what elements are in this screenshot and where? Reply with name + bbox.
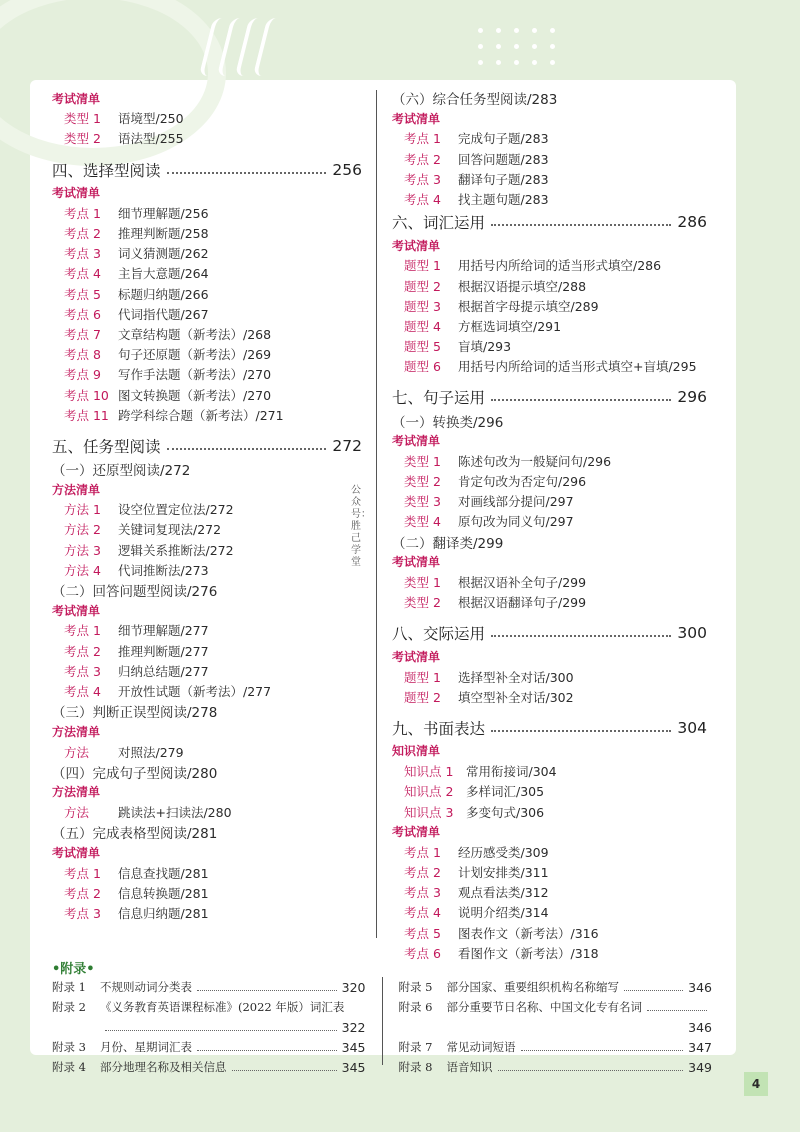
toc-entry[interactable]: 题型 1 用括号内所给词的适当形式填空/286 (404, 258, 662, 274)
toc-entry[interactable]: 方法 1 设空位置定位法/272 (64, 502, 234, 518)
list-heading: 考试清单 (392, 434, 441, 449)
toc-entry[interactable]: 题型 2 填空型补全对话/302 (404, 689, 574, 705)
list-heading: 方法清单 (52, 785, 101, 800)
page-number: 4 (744, 1072, 768, 1096)
appendix-entry-cont: 346 (688, 1019, 712, 1035)
toc-entry[interactable]: 方法 跳读法+扫读法/280 (64, 805, 232, 821)
toc-entry[interactable]: 考点 3 归纳总结题/277 (64, 663, 209, 679)
toc-entry[interactable]: 考点 5 图表作文（新考法）/316 (404, 925, 599, 941)
toc-entry[interactable]: 考点 9 写作手法题（新考法）/270 (64, 367, 272, 383)
toc-entry[interactable]: 考点 2 推理判断题/277 (64, 643, 209, 659)
list-heading: 考试清单 (52, 845, 101, 860)
toc-entry[interactable]: 类型 2 语法型/255 (64, 131, 184, 147)
appendix-entry[interactable]: 附录 8 语音知识 349 (398, 1059, 712, 1075)
toc-entry[interactable]: 类型 1 陈述句改为一般疑问句/296 (404, 453, 612, 469)
toc-entry[interactable]: 考点 1 细节理解题/256 (64, 205, 209, 221)
section-heading[interactable]: 七、句子运用 296 (392, 388, 707, 408)
toc-entry[interactable]: 考点 2 回答问题题/283 (404, 151, 549, 167)
appendix-entry[interactable]: 附录 3 月份、星期词汇表 345 (52, 1039, 366, 1055)
toc-entry[interactable]: 方法 2 关键词复现法/272 (64, 522, 222, 538)
list-heading: 考试清单 (392, 649, 441, 664)
toc-entry[interactable]: 考点 4 主旨大意题/264 (64, 266, 209, 282)
list-heading: 考试清单 (392, 111, 441, 126)
section-heading[interactable]: 六、词汇运用 286 (392, 213, 707, 233)
toc-entry[interactable]: 考点 6 看图作文（新考法）/318 (404, 945, 599, 961)
list-heading: 考试清单 (52, 603, 101, 618)
toc-entry[interactable]: 方法 4 代词推断法/273 (64, 562, 209, 578)
toc-left-column (52, 88, 362, 923)
list-heading: 知识清单 (392, 744, 441, 759)
appendix-entry[interactable]: 附录 6 部分重要节日名称、中国文化专有名词 (399, 997, 713, 1017)
toc-entry[interactable]: 题型 2 根据汉语提示填空/288 (404, 278, 587, 294)
toc-entry[interactable]: 考点 5 标题归纳题/266 (64, 286, 209, 302)
toc-entry[interactable]: 考点 2 信息转换题/281 (64, 885, 209, 901)
section-heading[interactable]: 四、选择型阅读 256 (52, 160, 362, 180)
toc-entry[interactable]: 方法 3 逻辑关系推断法/272 (64, 542, 234, 558)
toc-entry[interactable]: 题型 6 用括号内所给词的适当形式填空+盲填/295 (404, 359, 697, 375)
list-heading: 考试清单 (392, 825, 441, 840)
appendix-left (52, 977, 366, 1077)
toc-entry[interactable]: 知识点 2 多样词汇/305 (404, 784, 545, 800)
toc-entry[interactable]: 考点 2 计划安排类/311 (404, 865, 549, 881)
toc-entry[interactable]: 类型 3 对画线部分提问/297 (404, 494, 574, 510)
toc-entry[interactable]: 类型 1 根据汉语补全句子/299 (404, 575, 587, 591)
list-heading: 方法清单 (52, 482, 101, 497)
list-heading: 考试清单 (52, 91, 101, 106)
toc-entry[interactable]: 题型 4 方框选词填空/291 (404, 318, 562, 334)
toc-entry[interactable]: 考点 1 经历感受类/309 (404, 844, 549, 860)
toc-entry[interactable]: 知识点 3 多变句式/306 (404, 804, 545, 820)
toc-entry[interactable]: 考点 4 说明介绍类/314 (404, 905, 549, 921)
toc-entry[interactable]: 类型 1 语境型/250 (64, 111, 184, 127)
toc-entry[interactable]: 考点 8 句子还原题（新考法）/269 (64, 347, 272, 363)
subsection-heading[interactable]: （二）回答问题型阅读/276 (52, 584, 218, 601)
appendix-entry[interactable]: 附录 2 《义务教育英语课程标准》(2022 年版）词汇表 (52, 1000, 345, 1014)
appendix-divider (382, 977, 383, 1065)
subsection-heading[interactable]: （三）判断正误型阅读/278 (52, 705, 218, 722)
toc-entry[interactable]: 考点 1 细节理解题/277 (64, 623, 209, 639)
toc-entry[interactable]: 考点 6 代词指代题/267 (64, 306, 209, 322)
toc-entry[interactable]: 考点 1 信息查找题/281 (64, 865, 209, 881)
list-heading: 考试清单 (392, 555, 441, 570)
subsection-heading[interactable]: （二）翻译类/299 (392, 535, 504, 552)
toc-entry[interactable]: 类型 2 肯定句改为否定句/296 (404, 474, 587, 490)
toc-entry[interactable]: 题型 5 盲填/293 (404, 339, 512, 355)
toc-entry[interactable]: 考点 4 找主题句题/283 (404, 192, 549, 208)
section-heading[interactable]: 五、任务型阅读 272 (52, 436, 362, 456)
subsection-heading[interactable]: （六）综合任务型阅读/283 (392, 92, 558, 109)
toc-entry[interactable]: 考点 11 跨学科综合题（新考法）/271 (64, 407, 284, 423)
column-divider (376, 90, 377, 938)
toc-entry[interactable]: 考点 3 词义猜测题/262 (64, 246, 209, 262)
list-heading: 考试清单 (392, 238, 441, 253)
subsection-heading[interactable]: （一）转换类/296 (392, 414, 504, 431)
toc-entry[interactable]: 考点 3 翻译句子题/283 (404, 171, 549, 187)
list-heading: 考试清单 (52, 186, 101, 201)
toc-entry[interactable]: 类型 4 原句改为同义句/297 (404, 514, 574, 530)
appendix-entry[interactable]: 附录 4 部分地理名称及相关信息 345 (52, 1059, 366, 1075)
toc-entry[interactable]: 类型 2 根据汉语翻译句子/299 (404, 595, 587, 611)
appendix-entry[interactable]: 附录 7 常见动词短语 347 (398, 1039, 712, 1055)
appendix-entry-cont: 322 (52, 1017, 366, 1037)
subsection-heading[interactable]: （五）完成表格型阅读/281 (52, 826, 218, 843)
toc-entry[interactable]: 题型 1 选择型补全对话/300 (404, 669, 574, 685)
section-heading[interactable]: 九、书面表达 304 (392, 718, 707, 738)
appendix-title: •附录• (52, 961, 95, 977)
toc-entry[interactable]: 考点 3 观点看法类/312 (404, 885, 549, 901)
toc-entry[interactable]: 方法 对照法/279 (64, 744, 184, 760)
toc-entry[interactable]: 知识点 1 常用衔接词/304 (404, 764, 557, 780)
appendix-right (399, 977, 713, 1077)
toc-right-column (392, 88, 707, 963)
list-heading: 方法清单 (52, 724, 101, 739)
subsection-heading[interactable]: （一）还原型阅读/272 (52, 462, 191, 479)
toc-entry[interactable]: 考点 2 推理判断题/258 (64, 226, 209, 242)
section-heading[interactable]: 八、交际运用 300 (392, 624, 707, 644)
toc-entry[interactable]: 考点 7 文章结构题（新考法）/268 (64, 326, 272, 342)
toc-entry[interactable]: 考点 3 信息归纳题/281 (64, 906, 209, 922)
toc-entry[interactable]: 题型 3 根据首字母提示填空/289 (404, 298, 599, 314)
toc-entry[interactable]: 考点 10 图文转换题（新考法）/270 (64, 387, 272, 403)
appendix-entry[interactable]: 附录 1 不规则动词分类表 320 (52, 979, 366, 995)
side-note: 公众号：胜己学堂 (351, 485, 371, 568)
toc-entry[interactable]: 考点 4 开放性试题（新考法）/277 (64, 683, 272, 699)
toc-entry[interactable]: 考点 1 完成句子题/283 (404, 131, 549, 147)
appendix-entry[interactable]: 附录 5 部分国家、重要组织机构名称缩写 346 (398, 979, 712, 995)
appendix (52, 957, 712, 1077)
subsection-heading[interactable]: （四）完成句子型阅读/280 (52, 765, 218, 782)
